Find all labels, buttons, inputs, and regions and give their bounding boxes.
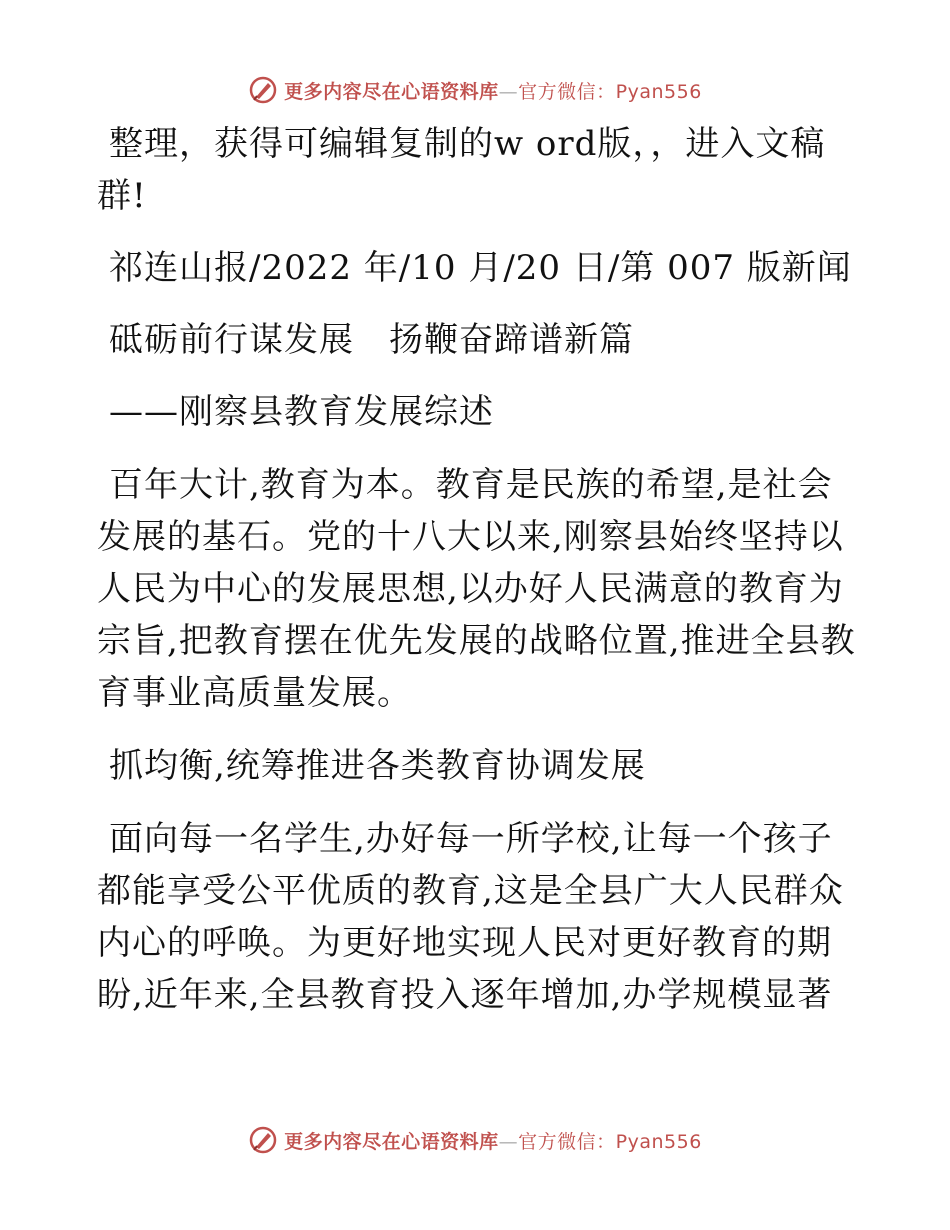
header-banner — [0, 70, 950, 110]
quill-logo-icon — [248, 1125, 278, 1155]
header-banner-text — [284, 77, 702, 104]
section-heading: 抓均衡,统筹推进各类教育协调发展 — [109, 746, 646, 786]
document-body — [97, 118, 857, 1021]
body-paragraph-1: 百年大计,教育为本。教育是民族的希望,是社会发展的基石。党的十八大以来,刚察县始终坚持以人民为中心的发展思想,以办好人民满意的教育为宗旨,把教育摆在优先发展的战略位置,推进全县教育事业高质量发展。 — [97, 465, 856, 713]
source-line: 祁连山报/2022 年/10 月/20 日/第 007 版新闻 — [109, 248, 852, 288]
header-contact: 官方微信：Pyan556 — [518, 80, 702, 103]
footer-banner-text — [284, 1127, 702, 1154]
footer-contact: 官方微信：Pyan556 — [518, 1130, 702, 1153]
headline: 砥砺前行谋发展 扬鞭奋蹄谱新篇 — [109, 320, 634, 360]
footer-separator: — — [498, 1130, 519, 1153]
quill-logo-icon — [248, 75, 278, 105]
intro-paragraph: 整理，获得可编辑复制的w ord版，，进入文稿群! — [97, 124, 826, 216]
subtitle: ——刚察县教育发展综述 — [109, 392, 494, 432]
footer-brand: 更多内容尽在心语资料库 — [284, 1130, 499, 1153]
body-paragraph-2: 面向每一名学生,办好每一所学校,让每一个孩子都能享受公平优质的教育,这是全县广大人民群众内心的呼唤。为更好地实现人民对更好教育的期盼,近年来,全县教育投入逐年增加,办学规模显著 — [97, 819, 844, 1015]
header-separator: — — [498, 80, 519, 103]
header-brand: 更多内容尽在心语资料库 — [284, 80, 499, 103]
footer-banner — [0, 1120, 950, 1160]
